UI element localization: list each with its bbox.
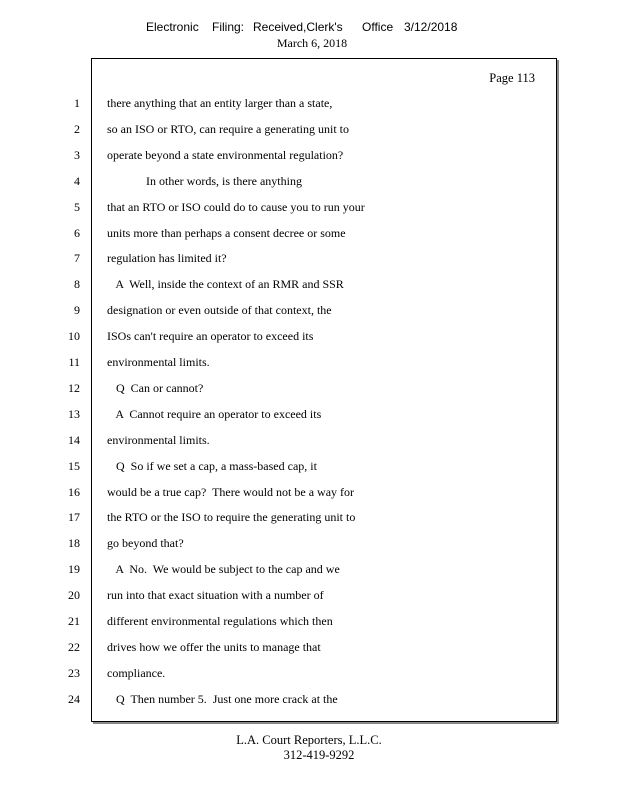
line-number: 20 — [68, 588, 80, 602]
line-number: 7 — [74, 251, 80, 265]
line-text: A No. We would be subject to the cap and we — [107, 562, 340, 576]
line-text: units more than perhaps a consent decree or some — [107, 226, 346, 240]
line-number: 11 — [68, 355, 80, 369]
line-text: would be a true cap? There would not be a way for — [107, 485, 355, 499]
line-text: compliance. — [107, 666, 166, 680]
line-text: different environmental regulations which then — [107, 614, 333, 628]
line-text: there anything that an entity larger than a state, — [107, 96, 333, 110]
line-number: 5 — [74, 200, 80, 214]
footer-phone: 312-419-9292 — [283, 748, 355, 762]
line-text: designation or even outside of that context, the — [107, 303, 332, 317]
line-number: 13 — [68, 407, 80, 421]
line-number: 16 — [68, 485, 80, 499]
page-number: Page 113 — [489, 71, 535, 85]
hearing-date: March 6, 2018 — [276, 36, 348, 50]
stamp-received: Received,Clerk's — [253, 20, 343, 34]
line-number: 4 — [74, 174, 80, 188]
line-text: drives how we offer the units to manage that — [107, 640, 321, 654]
line-number: 18 — [68, 536, 80, 550]
line-number: 3 — [74, 148, 80, 162]
line-text: ISOs can't require an operator to exceed its — [107, 329, 314, 343]
line-text: go beyond that? — [107, 536, 184, 550]
line-number: 19 — [68, 562, 80, 576]
line-number: 9 — [74, 303, 80, 317]
line-text: that an RTO or ISO could do to cause you to run your — [107, 200, 365, 214]
stamp-office: Office — [362, 20, 394, 34]
line-number: 15 — [68, 459, 80, 473]
line-number: 6 — [74, 226, 80, 240]
line-text: operate beyond a state environmental regulation? — [107, 148, 344, 162]
line-text: Q So if we set a cap, a mass-based cap, it — [107, 459, 317, 473]
line-text: Q Then number 5. Just one more crack at the — [107, 692, 338, 706]
line-text: In other words, is there anything — [107, 174, 302, 188]
line-number: 8 — [74, 277, 80, 291]
stamp-date: 3/12/2018 — [404, 20, 458, 34]
line-text: A Well, inside the context of an RMR and SSR — [107, 277, 344, 291]
line-number: 14 — [68, 433, 80, 447]
line-number: 22 — [68, 640, 80, 654]
line-number: 1 — [74, 96, 80, 110]
line-text: the RTO or the ISO to require the generating unit to — [107, 510, 356, 524]
line-number: 2 — [74, 122, 80, 136]
line-number: 12 — [68, 381, 80, 395]
line-number: 23 — [68, 666, 80, 680]
stamp-filing: Filing: — [212, 20, 245, 34]
line-text: so an ISO or RTO, can require a generating unit to — [107, 122, 349, 136]
line-text: regulation has limited it? — [107, 251, 227, 265]
line-text: environmental limits. — [107, 433, 210, 447]
line-text: environmental limits. — [107, 355, 210, 369]
line-text: A Cannot require an operator to exceed its — [107, 407, 322, 421]
footer-company: L.A. Court Reporters, L.L.C. — [236, 733, 382, 747]
filing-stamp — [0, 20, 618, 36]
line-number: 17 — [68, 510, 80, 524]
line-number: 24 — [68, 692, 80, 706]
line-number: 21 — [68, 614, 80, 628]
line-number: 10 — [68, 329, 80, 343]
line-text: Q Can or cannot? — [107, 381, 204, 395]
line-text: run into that exact situation with a number of — [107, 588, 324, 602]
stamp-electronic: Electronic — [146, 20, 199, 34]
